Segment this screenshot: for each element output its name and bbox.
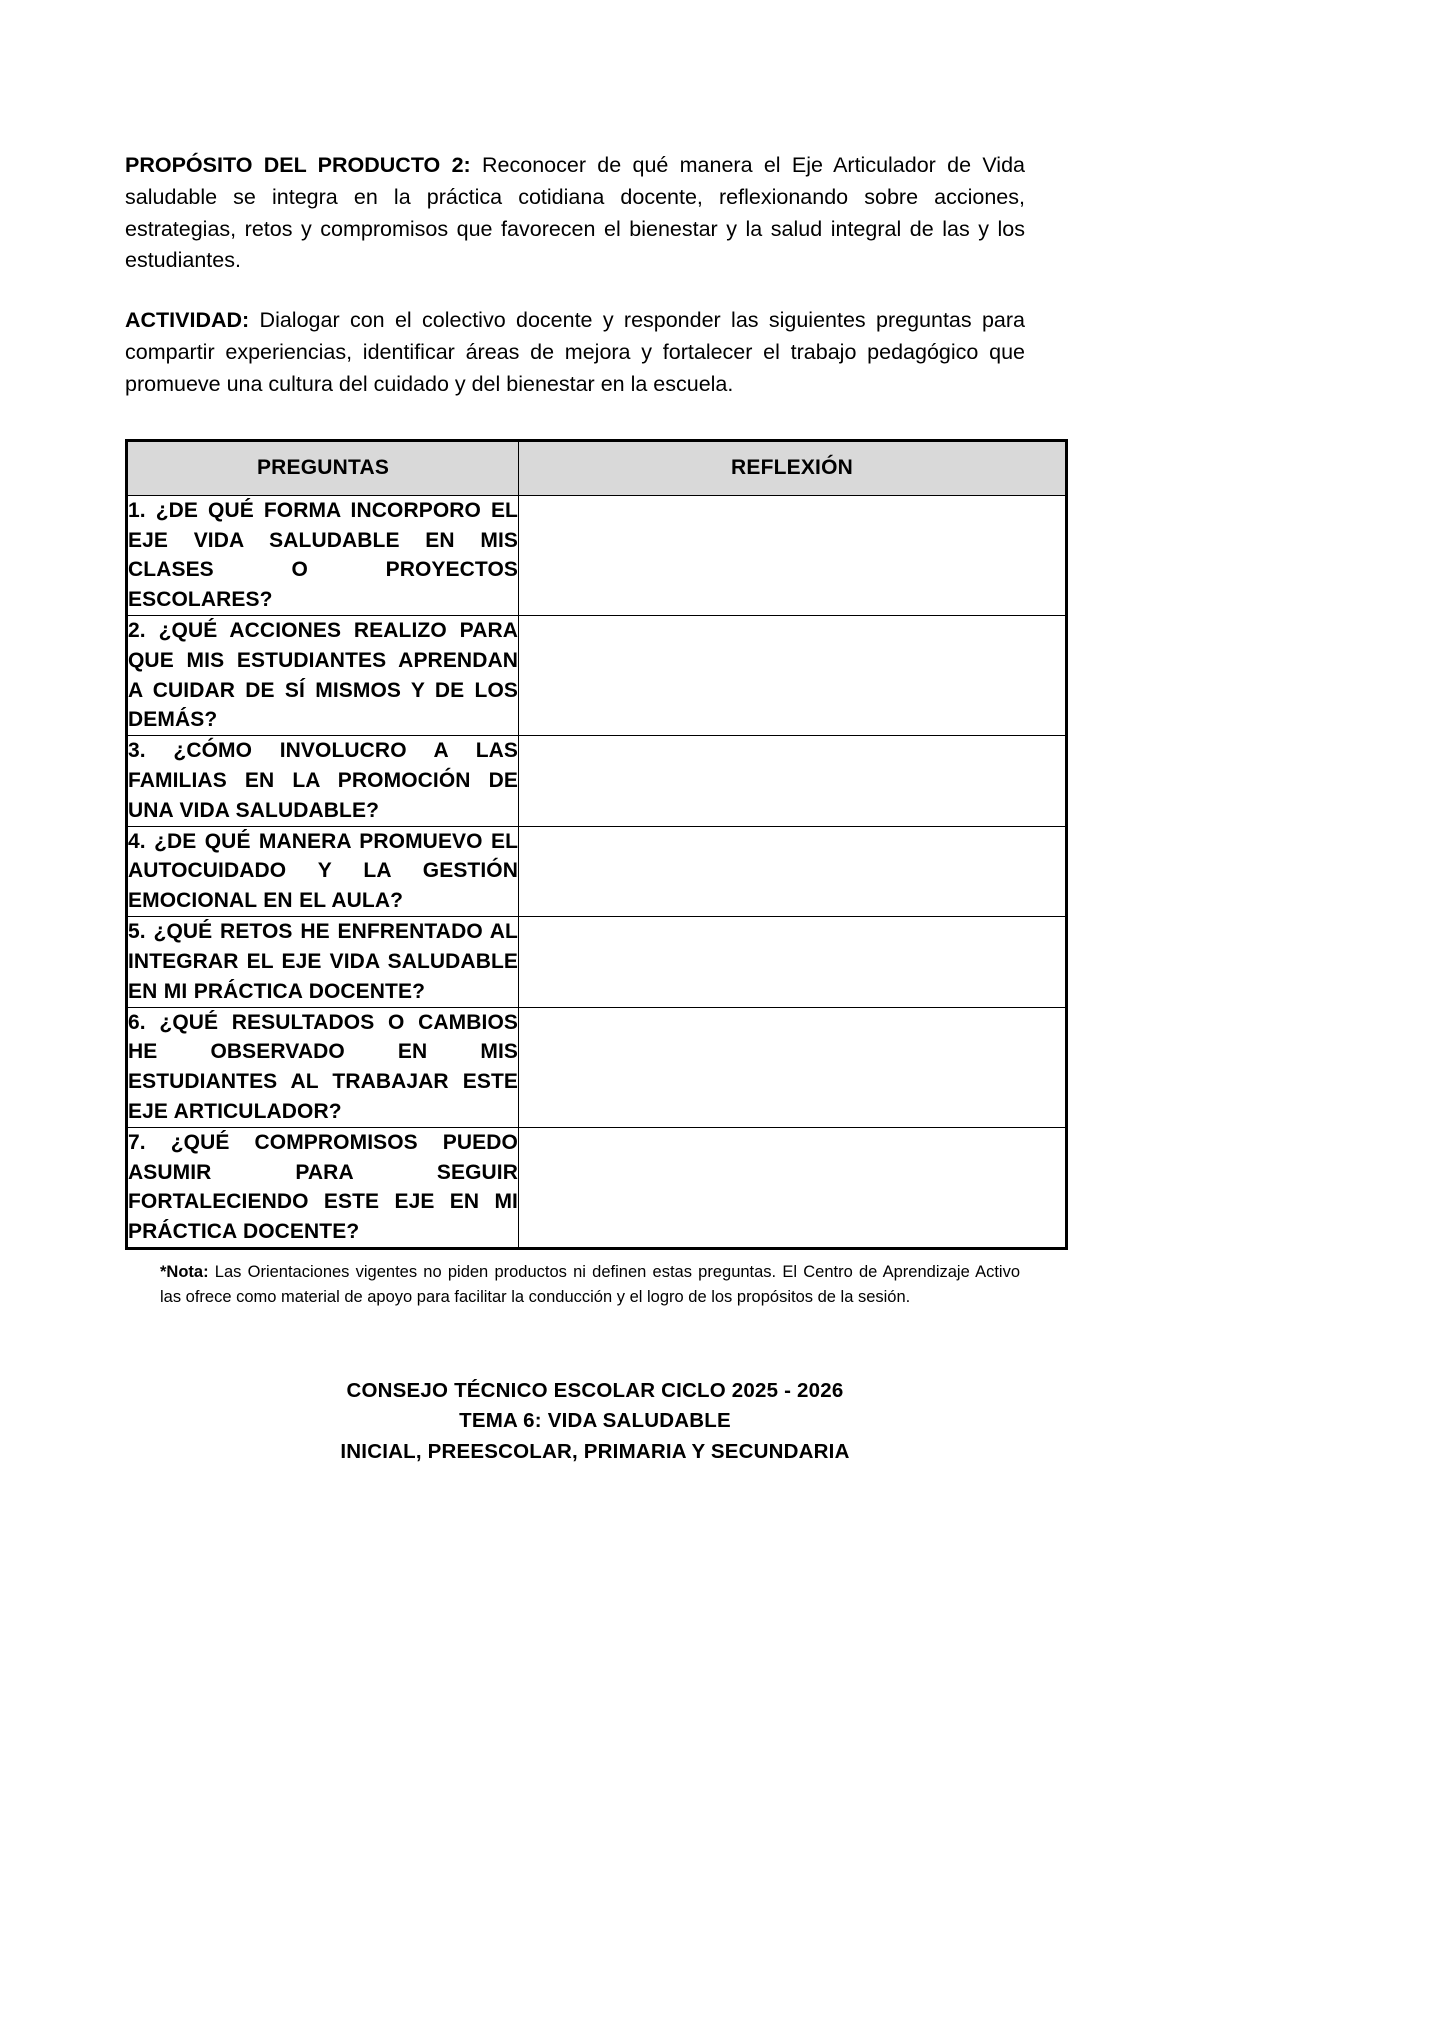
- reflection-cell-2[interactable]: [519, 615, 1067, 735]
- table-row: [127, 1127, 1067, 1248]
- table-header-row: [127, 440, 1067, 495]
- question-cell-7: 7. ¿QUÉ COMPROMISOS PUEDO ASUMIR PARA SEGUIR FORTALECIENDO ESTE EJE EN MI PRÁCTICA DOCENTE?: [127, 1127, 519, 1248]
- purpose-paragraph: [125, 150, 1025, 277]
- question-cell-4: 4. ¿DE QUÉ MANERA PROMUEVO EL AUTOCUIDADO Y LA GESTIÓN EMOCIONAL EN EL AULA?: [127, 826, 519, 916]
- footer-block: [125, 1376, 1065, 1468]
- questions-table-wrapper: [125, 439, 1065, 1250]
- table-row: [127, 917, 1067, 1007]
- reflection-cell-3[interactable]: [519, 736, 1067, 826]
- reflection-cell-5[interactable]: [519, 917, 1067, 1007]
- footer-line-1: CONSEJO TÉCNICO ESCOLAR CICLO 2025 - 2026: [346, 1378, 844, 1402]
- reflection-cell-4[interactable]: [519, 826, 1067, 916]
- question-cell-1: 1. ¿DE QUÉ FORMA INCORPORO EL EJE VIDA SALUDABLE EN MIS CLASES O PROYECTOS ESCOLARES?: [127, 495, 519, 615]
- table-row: [127, 736, 1067, 826]
- question-cell-2: 2. ¿QUÉ ACCIONES REALIZO PARA QUE MIS ESTUDIANTES APRENDAN A CUIDAR DE SÍ MISMOS Y DE LOS DEMÁS?: [127, 615, 519, 735]
- reflection-cell-6[interactable]: [519, 1007, 1067, 1127]
- purpose-label: PROPÓSITO DEL PRODUCTO 2:: [125, 153, 471, 177]
- footer-line-3: INICIAL, PREESCOLAR, PRIMARIA Y SECUNDARIA: [340, 1440, 850, 1463]
- question-cell-6: 6. ¿QUÉ RESULTADOS O CAMBIOS HE OBSERVADO EN MIS ESTUDIANTES AL TRABAJAR ESTE EJE ARTICULADOR?: [127, 1007, 519, 1127]
- activity-text: Dialogar con el colectivo docente y responder las siguientes preguntas para compartir experiencias, identificar áreas de mejora y fortalecer el trabajo pedagógico que promueve una cultura del cuidado y del bienestar en la escuela.: [125, 308, 1025, 396]
- column-header-preguntas: PREGUNTAS: [127, 440, 519, 495]
- question-cell-3: 3. ¿CÓMO INVOLUCRO A LAS FAMILIAS EN LA PROMOCIÓN DE UNA VIDA SALUDABLE?: [127, 736, 519, 826]
- questions-table: [125, 439, 1068, 1250]
- intro-block: [125, 150, 1025, 401]
- table-row: [127, 615, 1067, 735]
- column-header-reflexion: REFLEXIÓN: [519, 440, 1067, 495]
- purpose-text: Reconocer de qué manera el Eje Articulador de Vida saludable se integra en la práctica cotidiana docente, reflexionando sobre acciones, estrategias, retos y compromisos que favorecen el bienestar y la salud integral de las y los estudiantes.: [125, 153, 1025, 273]
- table-row: [127, 495, 1067, 615]
- reflection-cell-7[interactable]: [519, 1127, 1067, 1248]
- activity-label: ACTIVIDAD:: [125, 308, 250, 333]
- questions-table-body: [127, 495, 1067, 1248]
- table-row: [127, 826, 1067, 916]
- note-label: *Nota:: [160, 1263, 209, 1281]
- reflection-cell-1[interactable]: [519, 495, 1067, 615]
- table-row: [127, 1007, 1067, 1127]
- note-body: Las Orientaciones vigentes no piden productos ni definen estas preguntas. El Centro de Aprendizaje Activo las ofrece como material de apoyo para facilitar la conducción y el logro de los propósitos de la sesión.: [160, 1263, 1020, 1306]
- note-text: [160, 1260, 1020, 1310]
- footer-line-2: TEMA 6: VIDA SALUDABLE: [459, 1409, 731, 1433]
- activity-paragraph: [125, 305, 1025, 400]
- question-cell-5: 5. ¿QUÉ RETOS HE ENFRENTADO AL INTEGRAR EL EJE VIDA SALUDABLE EN MI PRÁCTICA DOCENTE?: [127, 917, 519, 1007]
